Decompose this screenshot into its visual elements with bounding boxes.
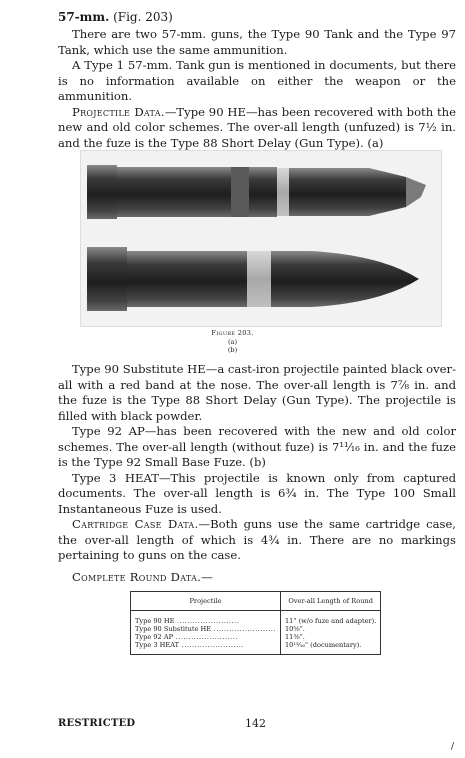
page-number: 142 xyxy=(245,717,266,730)
table-cell-projectile: Type 92 AP ..... xyxy=(135,633,276,641)
paragraph-type90-substitute: Type 90 Substitute HE—a cast-iron projectile painted black over-all with a red band at the nose. The over-all length is 7⅞ in. and the fuze is the Type 88 Short Delay (Gun Type). The projectile is filled with black powder. xyxy=(58,362,456,423)
projectile-a xyxy=(87,165,426,219)
table-header-projectile: Projectile xyxy=(131,592,281,611)
table-cell-projectile: Type 90 Substitute HE ..... xyxy=(135,625,276,633)
projectile-photograph xyxy=(80,150,442,327)
table-cell-length: 10¹³⁄₁₆" (documentary). xyxy=(284,641,362,649)
details-text-block xyxy=(58,362,456,585)
cartridge-case-label: Cartridge Case Data. xyxy=(72,517,199,531)
paragraph-type92-ap: Type 92 AP—has been recovered with the new and old color schemes. The over-all length (without fuze) is 7¹¹⁄₁₆ in. and the fuze is the Type 92 Small Base Fuze. (b) xyxy=(58,424,456,469)
paragraph-type1-gun: A Type 1 57-mm. Tank gun is mentioned in documents, but there is no information available on either the weapon or the ammunition. xyxy=(58,58,456,103)
figure-title: Figure 203. xyxy=(211,329,254,337)
intro-text-block xyxy=(58,27,456,151)
section-heading xyxy=(58,10,173,24)
restricted-marking: RESTRICTED xyxy=(58,718,136,729)
paragraph-type3-heat: Type 3 HEAT—This projectile is known only from captured documents. The over-all length is 6¾ in. The Type 100 Small Instantaneous Fuze is used. xyxy=(58,470,456,516)
figure-part-b: (b) xyxy=(227,346,238,354)
paragraph-cartridge-case xyxy=(58,517,456,564)
table-cell-length: 11⅜". xyxy=(284,633,305,641)
complete-round-table xyxy=(130,591,381,655)
table-row xyxy=(131,611,381,655)
table-cell-lengths xyxy=(280,611,380,655)
heading-caliber: 57-mm. xyxy=(58,10,110,24)
complete-round-dash: — xyxy=(201,569,213,584)
figure-caption xyxy=(0,329,465,355)
projectile-data-text: —Type 90 HE—has been recovered with both the new and old color schemes. The over-all length (unfuzed) is 7½ in. and the fuze is the Type 88 Short Delay (Gun Type). (a) xyxy=(58,104,456,150)
table-cell-projectiles xyxy=(131,611,281,655)
paragraph-complete-round xyxy=(58,570,456,586)
corner-mark: / xyxy=(451,742,455,752)
figure-part-a: (a) xyxy=(227,337,238,346)
table-cell-projectile: Type 3 HEAT ..... xyxy=(135,641,276,649)
table-header-length: Over-all Length of Round xyxy=(280,592,380,611)
projectile-b xyxy=(87,247,419,311)
paragraph-projectile-data xyxy=(58,105,456,152)
complete-round-label: Complete Round Data. xyxy=(72,569,202,584)
cartridge-case-text: —Both guns use the same cartridge case, the over-all length of which is 4¾ in. There are no markings pertaining to guns on the case. xyxy=(58,517,456,562)
table-cell-length: 10⅝". xyxy=(284,625,305,633)
heading-figure-ref: (Fig. 203) xyxy=(109,10,173,24)
paragraph-guns: There are two 57-mm. guns, the Type 90 Tank and the Type 97 Tank, which use the same ammunition. xyxy=(58,27,456,57)
projectile-data-label: Projectile Data. xyxy=(72,104,165,119)
table-cell-projectile: Type 90 HE ..... xyxy=(135,617,276,625)
table-header-row xyxy=(131,592,381,611)
projectiles-image xyxy=(81,151,441,326)
table-cell-length: 11" (w/o fuze and adapter). xyxy=(284,617,377,625)
